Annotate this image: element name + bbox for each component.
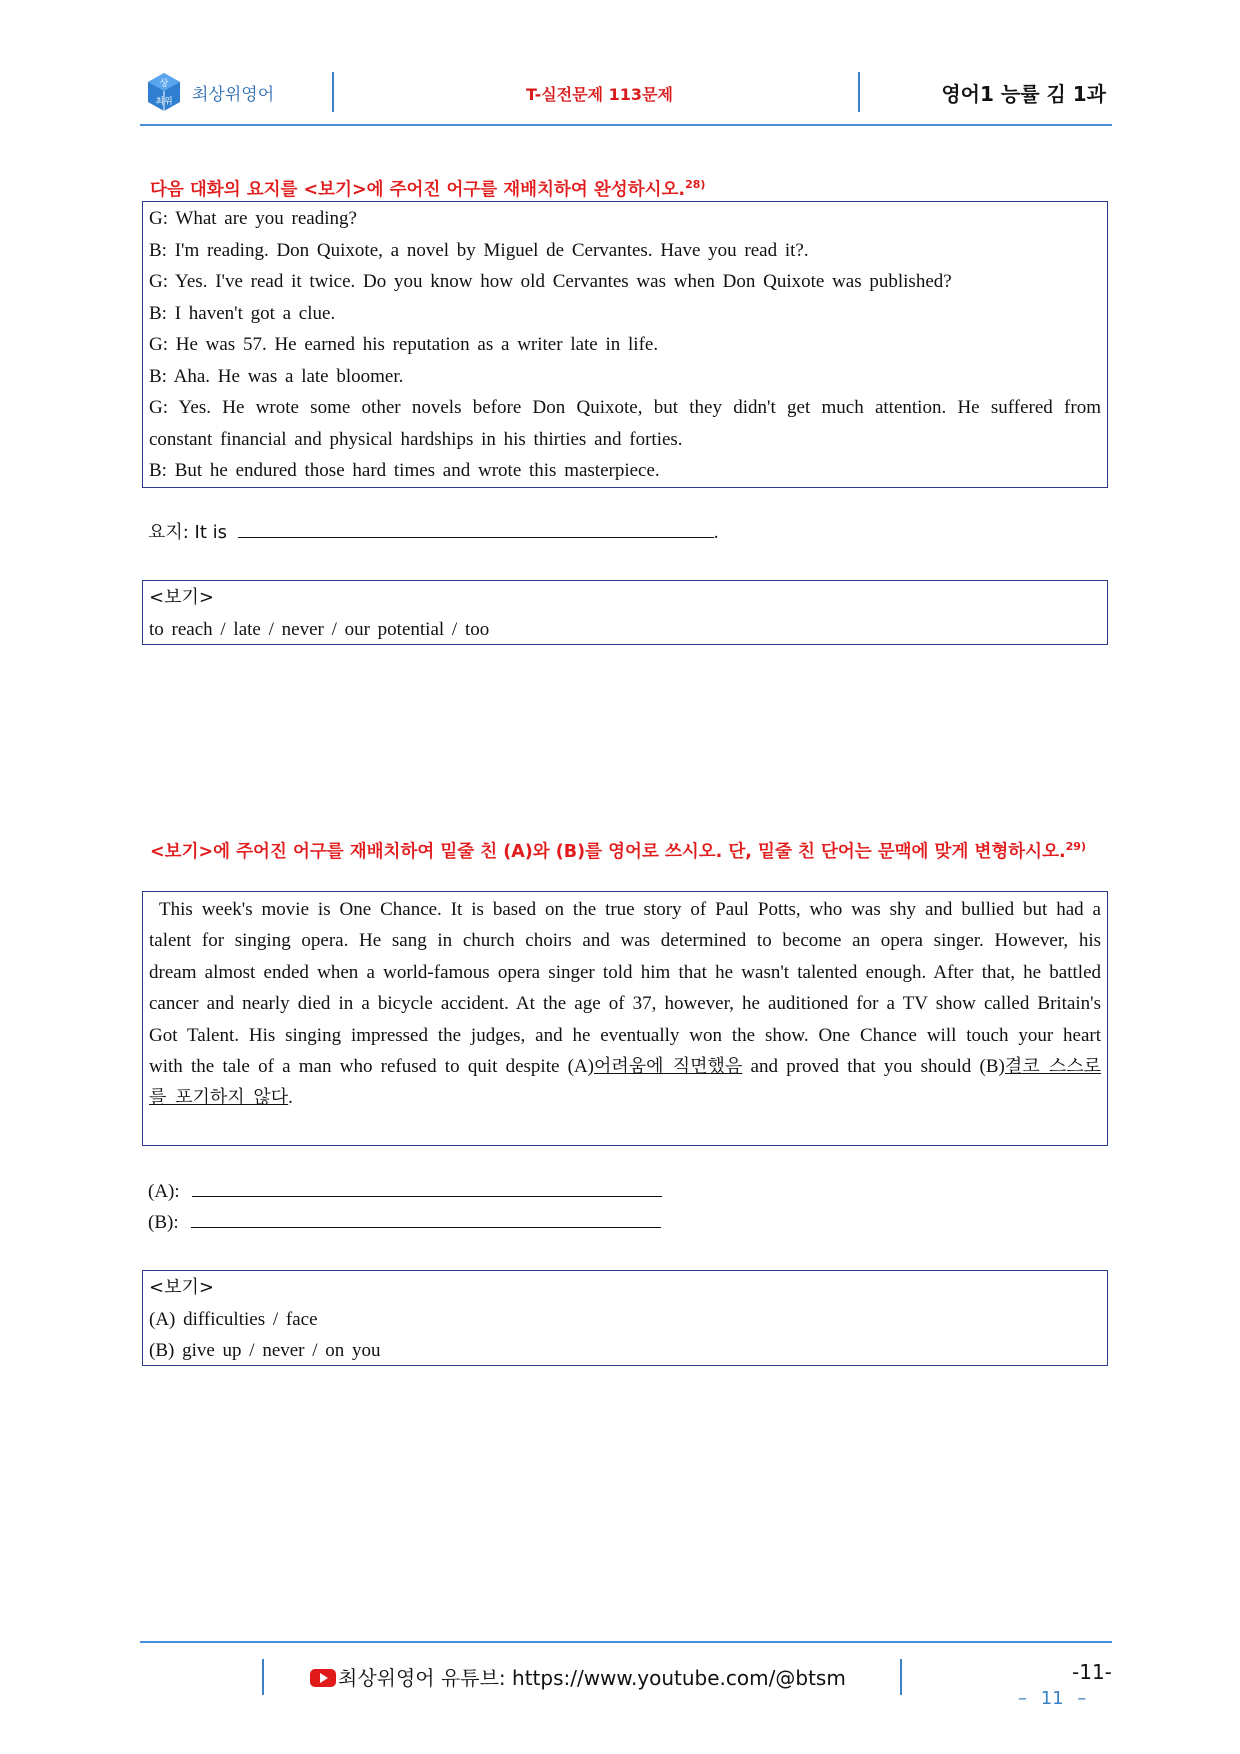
answer-blank[interactable] xyxy=(238,517,714,538)
underline-b: 결코 스스로를 포기하지 않다 xyxy=(149,1056,1101,1109)
dialogue-line: G: He was 57. He earned his reputation as a writer late in life. xyxy=(149,334,659,355)
dialogue-line: B: I haven't got a clue. xyxy=(149,302,336,324)
bogi-box-28 xyxy=(142,580,1108,645)
dialogue-line: B: But he endured those hard times and wrote this masterpiece. xyxy=(149,460,660,481)
bogi-label: <보기> xyxy=(149,1277,214,1298)
question-29-title: <보기>에 주어진 어구를 재배치하여 밑줄 친 (A)와 (B)를 영어로 쓰시오. 단, 밑줄 친 단어는 문맥에 맞게 변형하시오.$^{29)}$ xyxy=(150,840,1086,862)
page-number: -11- xyxy=(1072,1660,1112,1684)
dialogue-line: B: Aha. He was a late bloomer. xyxy=(149,365,404,387)
answer-b-label: (B): xyxy=(148,1212,179,1233)
passage-text: This week's movie is One Chance. It is based on the true story of Paul Potts, who was shy and bullied but had a talent for singing opera. He sang in church choirs and was determined to become an opera singer. However, his dream almost ended when a world-famous opera singer told him that he wasn't talented enough. After that, he battled cancer and nearly died in a bicycle accident. At the age of 37, however, he auditioned for a TV show called Britain's Got Talent. His singing impressed the judges, and he eventually won the show. One Chance will touch your heart with the tale of a man who refused to quit despite (A)어려움에 직면했음 and proved that you should (B)결코 스스로를 포기하지 않다. xyxy=(149,899,1101,1109)
dialogue-line: B: I'm reading. Don Quixote, a novel by Miguel de Cervantes. Have you read it?. xyxy=(149,239,809,261)
question-28-title: 다음 대화의 요지를 <보기>에 주어진 어구를 재배치하여 완성하시오.$^{28)}$ xyxy=(150,178,706,200)
header-divider xyxy=(332,72,334,112)
answer-b-blank[interactable] xyxy=(191,1207,661,1228)
logo-cube-icon xyxy=(146,72,182,112)
answer-line-28 xyxy=(148,517,719,548)
footnote-29: 29) xyxy=(1065,840,1086,853)
header-right-title: 영어1 능률 김 1과 xyxy=(941,82,1106,106)
bogi-label: <보기> xyxy=(149,587,214,608)
footer-youtube-link[interactable]: 최상위영어 유튜브: https://www.youtube.com/@btsm xyxy=(310,1662,846,1691)
answer-a-label: (A): xyxy=(148,1181,180,1202)
underline-a: 어려움에 직면했음 xyxy=(594,1056,743,1078)
passage-box xyxy=(142,891,1108,1146)
answer-period: . xyxy=(713,522,719,543)
footer-divider xyxy=(262,1659,264,1695)
answer-line-b xyxy=(148,1207,661,1238)
page-number-bottom: – 11 – xyxy=(1018,1688,1087,1709)
bogi-b: (B) give up / never / on you xyxy=(149,1340,381,1361)
logo-text-bottom: 최위 xyxy=(155,97,173,107)
dialogue-box xyxy=(142,201,1108,488)
bogi-box-29 xyxy=(142,1270,1108,1366)
footer-divider xyxy=(900,1659,902,1695)
footer-rule xyxy=(140,1641,1112,1643)
dialogue-line: G: Yes. I've read it twice. Do you know how old Cervantes was when Don Quixote was published? xyxy=(149,271,952,292)
header-center-title: T-실전문제 113문제 xyxy=(526,85,673,104)
dialogue-line: G: What are you reading? xyxy=(149,208,357,229)
header-rule xyxy=(140,124,1112,126)
logo-text-top: 상 xyxy=(159,79,169,89)
answer-a-blank[interactable] xyxy=(192,1176,662,1197)
header-divider xyxy=(858,72,860,112)
answer-line-a xyxy=(148,1176,662,1207)
brand-name: 최상위영어 xyxy=(192,85,275,105)
footnote-28: 28) xyxy=(685,178,706,191)
page-header xyxy=(140,66,1112,126)
youtube-icon xyxy=(310,1669,336,1687)
bogi-text: to reach / late / never / our potential / too xyxy=(149,618,490,640)
answer-label: 요지: It is xyxy=(148,522,228,543)
dialogue-paragraph: G: Yes. He wrote some other novels before Don Quixote, but they didn't get much attention. He suffered from constant financial and physical hardships in his thirties and forties. xyxy=(149,397,1101,450)
bogi-a: (A) difficulties / face xyxy=(149,1308,318,1330)
